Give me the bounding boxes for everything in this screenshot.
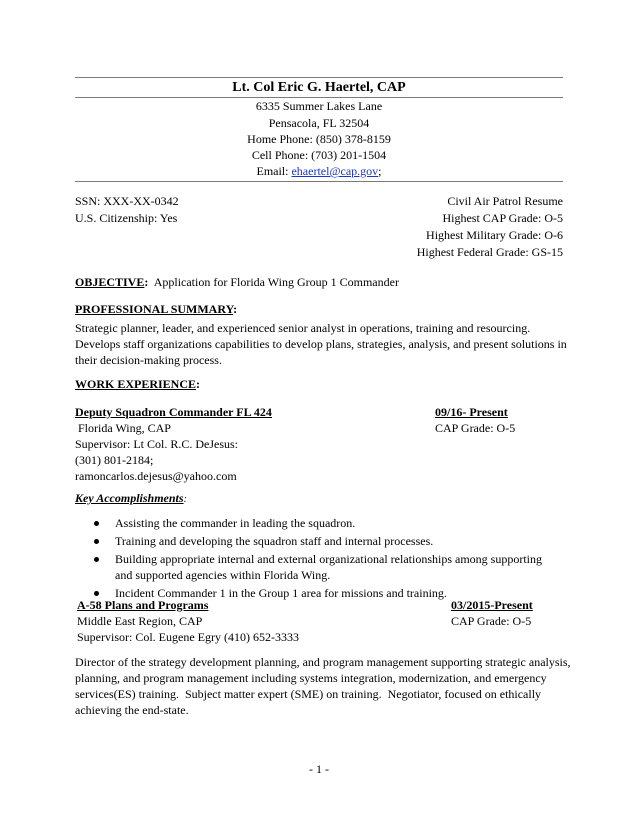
page-number: - 1 - — [309, 762, 329, 776]
accomplishment-text: Incident Commander 1 in the Group 1 area for missions and training. — [115, 586, 447, 600]
bullet-icon — [94, 539, 99, 544]
highest-federal-grade: Highest Federal Grade: GS-15 — [416, 245, 563, 259]
accomplishment-text: Building appropriate internal and external organizational relationships among supporting and supported agencies within Florida Wing. — [115, 552, 543, 582]
work-heading-line — [75, 376, 200, 392]
bullet-icon — [94, 591, 99, 596]
job2-grade: CAP Grade: O-5 — [451, 614, 532, 628]
address-line1: 6335 Summer Lakes Lane — [255, 99, 383, 113]
work-experience-heading: WORK EXPERIENCE — [75, 377, 197, 391]
list-item — [75, 533, 563, 549]
job2-supervisor: Supervisor: Col. Eugene Egry (410) 652-3333 — [77, 630, 299, 644]
job1-email: ramoncarlos.dejesus@yahoo.com — [75, 469, 237, 483]
summary-line1: Strategic planner, leader, and experienced senior analyst in operations, training and resourcing. — [75, 321, 531, 335]
email-label: Email: — [256, 164, 292, 178]
summary-colon: : — [233, 302, 238, 316]
job2-desc-line1: Director of the strategy development planning, and program management supporting strategic analysis, — [75, 655, 571, 669]
home-phone: Home Phone: (850) 378-8159 — [247, 132, 391, 146]
job2-dates: 03/2015-Present — [451, 598, 533, 612]
citizenship: U.S. Citizenship: Yes — [75, 211, 178, 225]
cell-phone: Cell Phone: (703) 201-1504 — [251, 148, 387, 162]
key-accomplishments-heading: Key Accomplishments — [75, 491, 184, 505]
job1-org: Florida Wing, CAP — [75, 421, 171, 435]
email-suffix: ; — [378, 164, 382, 178]
job2-desc-line4: achieving the end-state. — [75, 703, 189, 717]
summary-line2: Develops staff organizations capabilities to develop plans, strategies, analysis, and present solutions in — [75, 337, 567, 351]
accomplishments-list — [75, 515, 563, 603]
objective-colon: : — [144, 275, 149, 289]
bullet-icon — [94, 521, 99, 526]
job2-org: Middle East Region, CAP — [77, 614, 203, 628]
summary-line3: their decision-making process. — [75, 353, 222, 367]
work-experience-colon: : — [196, 377, 201, 391]
resume-name: Lt. Col Eric G. Haertel, CAP — [232, 80, 406, 95]
job1-supervisor: Supervisor: Lt Col. R.C. DeJesus: — [75, 437, 239, 451]
job1-dates: 09/16- Present — [435, 405, 508, 419]
bullet-icon — [94, 557, 99, 562]
accomplishment-text: Assisting the commander in leading the squadron. — [115, 516, 356, 530]
job2-desc-line3: services(ES) training. Subject matter expert (SME) on training. Negotiator, focused on ethically — [75, 687, 542, 701]
header-bottom-rule — [75, 181, 563, 182]
job2-title: A-58 Plans and Programs — [77, 598, 209, 612]
highest-cap-grade: Highest CAP Grade: O-5 — [442, 211, 563, 225]
objective-heading: OBJECTIVE — [75, 275, 145, 289]
address-line2: Pensacola, FL 32504 — [268, 116, 370, 130]
key-accomplishments-colon: : — [183, 494, 187, 505]
accomplishment-text: Training and developing the squadron staff and internal processes. — [115, 534, 434, 548]
top-rule — [75, 77, 563, 78]
ssn: SSN: XXX-XX-0342 — [75, 194, 179, 208]
objective-text: Application for Florida Wing Group 1 Commander — [148, 275, 399, 289]
job1-title: Deputy Squadron Commander FL 424 — [75, 405, 272, 419]
highest-military-grade: Highest Military Grade: O-6 — [426, 228, 563, 242]
list-item — [75, 515, 563, 531]
job1-phone: (301) 801-2184; — [75, 453, 154, 467]
job2-desc-line2: planning, and program management including systems integration, modernization, and emergency — [75, 671, 547, 685]
job1-grade: CAP Grade: O-5 — [435, 421, 516, 435]
resume-type: Civil Air Patrol Resume — [447, 194, 563, 208]
email-line — [75, 163, 563, 179]
objective-section — [75, 274, 399, 290]
summary-heading-line — [75, 301, 237, 317]
list-item — [75, 551, 563, 583]
summary-heading: PROFESSIONAL SUMMARY — [75, 302, 234, 316]
email-link[interactable]: ehaertel@cap.gov — [291, 164, 379, 178]
key-accomplishments-heading-line — [75, 490, 187, 508]
